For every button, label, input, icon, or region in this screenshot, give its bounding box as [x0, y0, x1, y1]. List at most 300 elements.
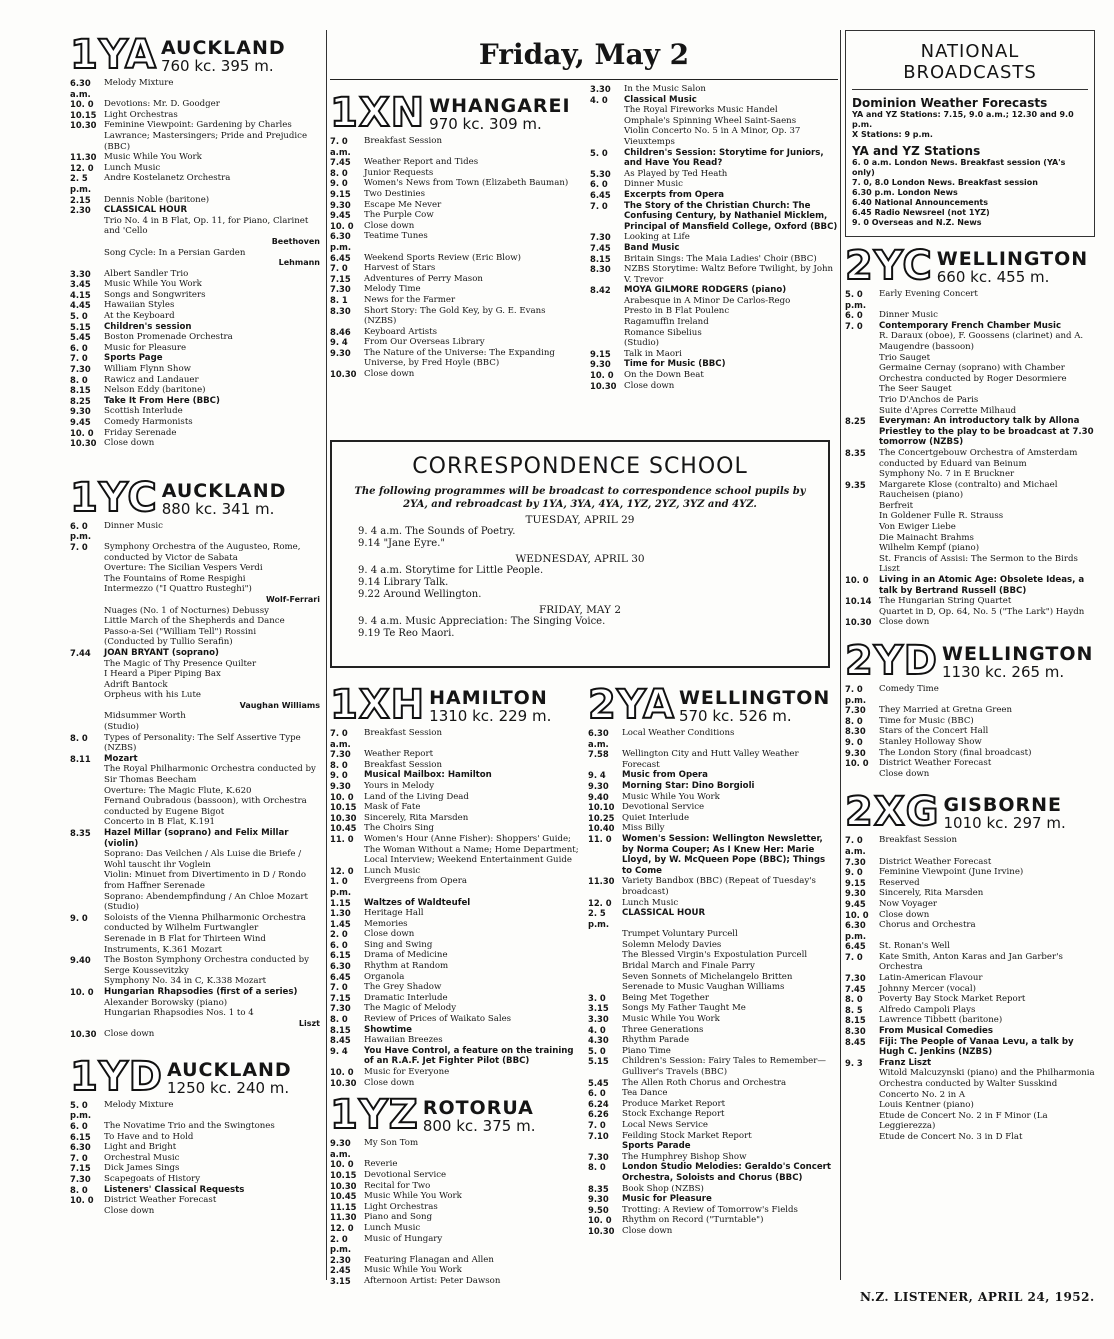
schedule-time	[845, 769, 879, 780]
schedule-row	[845, 1068, 1095, 1089]
station-name: GISBORNE	[943, 794, 1063, 817]
schedule-time	[70, 976, 104, 987]
schedule-time: 10.45	[330, 1191, 357, 1202]
schedule-programme: Lunch Music	[104, 162, 161, 173]
schedule-time	[588, 961, 622, 972]
schedule-programme: Local Weather Conditions	[622, 728, 735, 738]
schedule-time: 9. 4	[330, 337, 348, 348]
schedule-row	[845, 310, 1095, 321]
station-frequency: 1310 kc. 229 m.	[429, 707, 552, 725]
schedule-programme: Alexander Borowsky (piano)	[104, 997, 228, 1008]
national-broadcasts-box	[845, 30, 1095, 237]
schedule-time: 8.25	[845, 416, 866, 427]
schedule-time	[70, 659, 104, 670]
schedule-time: 7.30	[845, 856, 866, 867]
schedule-row	[588, 1003, 836, 1014]
schedule-row	[70, 648, 320, 659]
schedule-time: 8. 5	[845, 1004, 863, 1015]
callsign: 1YD	[70, 1053, 163, 1100]
schedule-programme: Etude de Concert No. 3 in D Flat	[879, 1131, 1023, 1142]
schedule-time: 8.15	[845, 1015, 866, 1026]
schedule-programme: Drama of Medicine	[364, 950, 448, 961]
schedule-row	[588, 834, 836, 876]
schedule-programme: Sincerely, Rita Marsden	[879, 888, 984, 899]
schedule-row	[845, 511, 1095, 522]
schedule-time: 8.11	[70, 753, 91, 764]
schedule-row	[70, 385, 320, 396]
schedule-time: 10. 0	[590, 370, 614, 381]
schedule-time: 5.15	[70, 321, 91, 332]
schedule-time: 3. 0	[588, 992, 606, 1003]
schedule-programme: The Allen Roth Chorus and Orchestra	[622, 1077, 787, 1088]
schedule-row	[845, 617, 1095, 628]
schedule-time	[588, 929, 622, 940]
schedule-row	[588, 1162, 836, 1183]
schedule-programme: (Studio)	[104, 902, 140, 913]
schedule-row	[70, 902, 320, 913]
schedule-row	[330, 178, 580, 189]
schedule-row	[845, 857, 1095, 868]
schedule-time: 8.35	[845, 447, 866, 458]
schedule-row	[70, 870, 320, 891]
schedule-row	[70, 163, 320, 174]
composer-name: Beethoven	[271, 236, 320, 246]
schedule-programme: Adventures of Perry Mason	[364, 273, 483, 284]
schedule-time: 12. 0	[330, 865, 354, 876]
schedule-time: 6.30 p.m.	[845, 920, 867, 941]
schedule-programme: Song Cycle: In a Persian Garden	[104, 247, 246, 258]
schedule-row	[70, 205, 320, 216]
schedule-time: 10.30	[845, 617, 872, 628]
schedule-programme: The Story of the Christian Church: The Confusing Century, by Nathaniel Micklem, Principal of Mansfield College, Oxford (BBC)	[624, 200, 838, 232]
schedule-programme: Music While You Work	[364, 1265, 462, 1276]
schedule-time	[845, 395, 879, 406]
schedule-row	[330, 348, 580, 369]
schedule-row	[845, 994, 1095, 1005]
schedule-time: 10. 0	[845, 575, 869, 586]
schedule-time: 8.45	[330, 1035, 351, 1046]
schedule-programme: Violin: Minuet from Divertimento in D / Rondo from Haffner Serenade	[104, 870, 307, 891]
schedule-time: 8. 0	[845, 715, 863, 726]
schedule-programme: Overture: The Magic Flute, K.620	[104, 785, 252, 796]
schedule-programme: Close down	[364, 369, 415, 380]
schedule-programme: Short Story: The Gold Key, by G. E. Evans (NZBS)	[364, 305, 546, 327]
schedule-time	[845, 363, 879, 384]
schedule-row	[590, 169, 838, 180]
schedule-programme: (Conducted by Tullio Serafin)	[104, 637, 233, 648]
schedule-row	[588, 940, 836, 951]
schedule-row	[70, 1163, 320, 1174]
schedule-time	[70, 563, 104, 574]
schedule-row	[330, 1191, 580, 1202]
column-2-lower-left	[330, 680, 580, 1287]
schedule-time: 7.30	[845, 705, 866, 716]
schedule-programme: Reserved	[879, 877, 920, 888]
schedule-programme: District Weather Forecast	[879, 758, 992, 769]
schedule-programme: Showtime	[364, 1024, 412, 1035]
schedule-row	[70, 563, 320, 574]
schedule-time	[70, 711, 104, 722]
callsign: 1XN	[330, 90, 426, 136]
schedule-time: 8.30	[845, 1026, 866, 1037]
schedule-row	[330, 866, 580, 877]
schedule-row	[845, 416, 1095, 448]
schedule-programme: Close down	[104, 1029, 155, 1040]
schedule-time: 7. 0	[590, 200, 608, 211]
schedule-time: 4. 0	[590, 94, 608, 105]
station-frequency: 800 kc. 375 m.	[422, 1117, 536, 1136]
schedule-time: 12. 0	[70, 162, 94, 173]
schedule-programme: Latin-American Flavour	[879, 973, 983, 984]
schedule-programme: Children's session	[104, 321, 192, 332]
schedule-programme: Two Destinies	[364, 188, 426, 199]
station-name: AUCKLAND	[161, 479, 287, 502]
correspondence-day-heading: WEDNESDAY, APRIL 30	[515, 553, 645, 565]
schedule-row	[330, 929, 580, 940]
schedule-programme: Serenade to Music Vaughan Williams	[622, 982, 785, 993]
schedule-row	[330, 1025, 580, 1036]
schedule-time: 7. 0 p.m.	[845, 684, 867, 705]
schedule-programme: Book Shop (NZBS)	[622, 1183, 704, 1194]
schedule-row	[330, 1138, 580, 1159]
schedule-programme: Symphony Orchestra of the Augusteo, Rome, conducted by Victor de Sabata	[104, 541, 301, 563]
column-1	[70, 30, 320, 1216]
schedule-programme: Music for Pleasure	[104, 342, 187, 353]
weather-line-1: YA and YZ Stations: 7.15, 9.0 a.m.; 12.30 and 9.0 p.m.	[852, 110, 1074, 129]
schedule-programme: Hazel Millar (soprano) and Felix Millar (violin)	[104, 828, 289, 849]
schedule-programme: Dinner Music	[879, 310, 938, 321]
schedule-row	[330, 1202, 580, 1213]
schedule-row	[845, 406, 1095, 417]
schedule-programme: Wilhelm Kempf (piano)	[879, 543, 980, 554]
schedule-programme: Local News Service	[622, 1119, 708, 1130]
schedule-time: 6. 0	[590, 179, 608, 190]
schedule-row	[588, 1078, 836, 1089]
column-3	[845, 30, 1095, 1143]
schedule-row	[330, 1234, 580, 1255]
schedule-time: 6.24	[588, 1098, 609, 1109]
schedule-time: 11.30	[70, 152, 97, 163]
schedule-row	[330, 1212, 580, 1223]
schedule-programme: Solemn Melody Davies	[622, 939, 722, 950]
schedule-programme: Louis Kentner (piano)	[879, 1100, 974, 1111]
schedule-row	[70, 216, 320, 237]
schedule-time	[590, 105, 624, 116]
schedule-row	[590, 306, 838, 317]
station-frequency: 970 kc. 309 m.	[429, 115, 542, 133]
schedule-time: 7.45	[590, 242, 611, 253]
schedule-row	[70, 173, 320, 194]
schedule-time: 4.15	[70, 289, 91, 300]
weather-subtitle: Dominion Weather Forecasts	[852, 96, 1048, 110]
schedule-row	[845, 384, 1095, 395]
schedule-programme: Chorus and Orchestra	[879, 920, 976, 931]
schedule-time: 11.30	[588, 876, 615, 887]
schedule-time: 10.30	[588, 1225, 615, 1236]
schedule-time: 9.30	[330, 347, 351, 358]
schedule-programme: Music for Pleasure	[622, 1194, 712, 1205]
schedule-programme: Stars of the Concert Hall	[879, 726, 989, 737]
schedule-programme: Britain Sings: The Maia Ladies' Choir (BBC)	[624, 253, 817, 264]
schedule-time: 10. 0	[330, 791, 354, 802]
schedule-row	[845, 353, 1095, 364]
schedule-row	[588, 823, 836, 834]
schedule-programme: Music While You Work	[104, 279, 202, 290]
schedule-time	[70, 574, 104, 585]
schedule-programme: Hawaiian Styles	[104, 300, 175, 311]
station-name: WELLINGTON	[936, 248, 1089, 270]
schedule-programme: Soprano: Abendempfindung / An Chloe Mozart	[104, 891, 308, 902]
schedule-row	[70, 542, 320, 563]
schedule-time	[70, 786, 104, 797]
column-2	[330, 30, 838, 391]
schedule-programme: Band Music	[624, 242, 680, 253]
schedule-programme: Mask of Fate	[364, 802, 421, 813]
schedule-time: 7.15	[70, 1163, 91, 1174]
schedule-programme: Breakfast Session	[879, 835, 957, 846]
schedule-time: 8. 0	[70, 374, 88, 385]
schedule-row	[330, 781, 580, 792]
schedule-time	[845, 1068, 879, 1089]
schedule-programme: Devotional Service	[364, 1169, 447, 1180]
correspondence-item: 9.14 Library Talk.	[358, 577, 449, 588]
schedule-programme: Time for Music (BBC)	[879, 715, 974, 726]
schedule-row	[590, 317, 838, 328]
schedule-programme: District Weather Forecast	[104, 1195, 217, 1206]
schedule-programme: Types of Personality: The Self Assertive Type (NZBS)	[104, 732, 301, 754]
schedule-programme: Contemporary French Chamber Music	[879, 320, 1062, 331]
schedule-programme: Hawaiian Breezes	[364, 1035, 443, 1046]
schedule-time: 10.15	[70, 109, 97, 120]
schedule-time	[70, 764, 104, 785]
schedule-programme: The Hungarian String Quartet	[879, 596, 1012, 607]
callsign: 2YD	[845, 638, 938, 684]
schedule-row	[845, 952, 1095, 973]
schedule-row	[330, 1276, 580, 1287]
schedule-row	[70, 1142, 320, 1153]
schedule-row	[70, 754, 320, 765]
schedule-programme: Alfredo Campoli Plays	[879, 1004, 976, 1015]
schedule-time: 7.30	[845, 973, 866, 984]
schedule-time: 10.15	[330, 1169, 357, 1180]
schedule-programme: Trio No. 4 in B Flat, Op. 11, for Piano, Clarinet and 'Cello	[104, 215, 309, 237]
schedule-programme: Little March of the Shepherds and Dance	[104, 616, 285, 627]
schedule-time	[70, 637, 104, 648]
schedule-programme: Passo-a-Sei ("William Tell") Rossini	[104, 626, 257, 637]
schedule-programme: Breakfast Session	[364, 136, 442, 146]
schedule-row	[330, 1255, 580, 1266]
schedule-time: 5.30	[590, 168, 611, 179]
station-frequency: 570 kc. 526 m.	[678, 707, 792, 725]
schedule-time: 1.45	[330, 918, 351, 929]
schedule-programme: CLASSICAL HOUR	[622, 908, 706, 919]
schedule-row	[590, 243, 838, 254]
station-header-1yc	[70, 474, 320, 521]
column-rule-right	[840, 30, 841, 1280]
schedule-time	[70, 680, 104, 691]
schedule-row	[70, 659, 320, 670]
schedule-time: 3.30	[70, 268, 91, 279]
schedule-time: 6.26	[588, 1109, 609, 1120]
schedule-programme: Close down	[879, 909, 930, 920]
schedule-programme: Heritage Hall	[364, 908, 424, 919]
schedule-programme: Friday Serenade	[104, 427, 177, 438]
national-row: 9. 0 Overseas and N.Z. News	[852, 218, 982, 227]
schedule-row	[590, 285, 838, 296]
correspondence-item: 9.22 Around Wellington.	[358, 589, 482, 600]
composer-credit	[70, 237, 320, 248]
schedule-row	[845, 1100, 1095, 1111]
schedule-programme: Close down	[364, 929, 415, 940]
schedule-row	[590, 359, 838, 370]
schedule-time: 9.30	[330, 199, 351, 210]
schedule-programme: Suite d'Apres Corrette Milhaud	[879, 405, 1017, 416]
callsign: 2XG	[845, 789, 940, 836]
schedule-row	[588, 813, 836, 824]
schedule-time: 10.40	[588, 823, 615, 834]
schedule-row	[330, 210, 580, 221]
schedule-programme: (Studio)	[624, 338, 660, 349]
schedule-programme: Overture: The Sicilian Vespers Verdi	[104, 563, 263, 574]
schedule-programme: Memories	[364, 918, 408, 929]
schedule-time	[845, 331, 879, 352]
schedule-time: 9.30	[330, 780, 351, 791]
schedule-programme: Breakfast Session	[364, 728, 442, 738]
schedule-row	[330, 749, 580, 760]
callsign: 2YA	[588, 682, 675, 728]
schedule-row	[330, 295, 580, 306]
schedule-row	[70, 248, 320, 259]
schedule-row	[330, 972, 580, 983]
schedule-time: 6.45	[845, 941, 866, 952]
schedule-time	[845, 406, 879, 417]
schedule-time: 9.30	[588, 780, 609, 791]
schedule-programme: Tea Dance	[622, 1088, 668, 1099]
schedule-time: 1.15	[330, 897, 351, 908]
schedule-time	[845, 533, 879, 544]
schedule-row	[845, 289, 1095, 310]
schedule-row	[70, 976, 320, 987]
schedule-programme: Romance Sibelius	[624, 327, 702, 338]
schedule-time: 9.30	[845, 747, 866, 758]
schedule-row	[70, 913, 320, 934]
schedule-programme: Comedy Harmonists	[104, 417, 193, 427]
schedule-programme: Berfreit	[879, 500, 914, 511]
schedule-time	[845, 607, 879, 618]
schedule-programme: Children's Session: Storytime for Juniors, and Have You Read?	[624, 147, 824, 169]
schedule-row	[330, 1078, 580, 1089]
schedule-time: 8. 0	[330, 167, 348, 178]
schedule-row	[330, 940, 580, 951]
schedule-row	[588, 1056, 836, 1077]
schedule-programme: Concerto in B Flat, K.191	[104, 817, 216, 828]
schedule-row	[330, 898, 580, 909]
schedule-programme: CLASSICAL HOUR	[104, 205, 188, 216]
schedule-programme: JOAN BRYANT (soprano)	[104, 647, 219, 658]
schedule-time: 7. 0	[845, 951, 863, 962]
schedule-1yd	[70, 1100, 320, 1217]
schedule-time: 7.15	[330, 273, 351, 284]
schedule-time: 8.15	[70, 385, 91, 396]
schedule-programme: Musical Mailbox: Hamilton	[364, 770, 492, 781]
schedule-row	[70, 396, 320, 407]
schedule-row	[330, 760, 580, 771]
schedule-row	[70, 786, 320, 797]
schedule-row	[70, 1195, 320, 1206]
schedule-programme: Music from Opera	[622, 770, 708, 781]
schedule-time: 8. 0	[70, 732, 88, 743]
schedule-row	[588, 1215, 836, 1226]
schedule-row	[845, 941, 1095, 952]
composer-name: Vaughan Williams	[239, 700, 320, 710]
schedule-row	[330, 306, 580, 327]
schedule-time: 11.30	[330, 1212, 357, 1223]
schedule-programme: Now Voyager	[879, 898, 938, 909]
schedule-time	[70, 1008, 104, 1019]
national-title: NATIONAL BROADCASTS	[852, 31, 1088, 90]
schedule-row	[588, 908, 836, 929]
schedule-row	[588, 1131, 836, 1142]
schedule-time: 9.30 a.m.	[330, 1138, 351, 1159]
schedule-programme: Take It From Here (BBC)	[104, 395, 220, 406]
schedule-programme: Trotting: A Review of Tomorrow's Fields	[622, 1204, 798, 1215]
schedule-programme: Songs and Songwriters	[104, 289, 206, 300]
schedule-programme: The Concertgebouw Orchestra of Amsterdam conducted by Eduard van Beinum	[879, 447, 1078, 469]
schedule-time	[70, 849, 104, 870]
schedule-programme: In the Music Salon	[624, 84, 706, 94]
station-header-2yc	[845, 243, 1095, 289]
schedule-time: 6. 0	[70, 1121, 88, 1132]
schedule-programme: Hungarian Rhapsodies (first of a series)	[104, 986, 298, 997]
schedule-row	[845, 331, 1095, 352]
schedule-2yc	[845, 289, 1095, 628]
schedule-time: 7.30	[330, 284, 351, 295]
schedule-programme: Feilding Stock Market Report	[622, 1130, 752, 1141]
schedule-row	[845, 748, 1095, 759]
schedule-programme: Quiet Interlude	[622, 812, 690, 823]
station-header-2xg	[845, 789, 1095, 836]
schedule-time: 6.30 a.m.	[588, 728, 609, 749]
schedule-programme: Lunch Music	[364, 1222, 421, 1233]
schedule-row	[590, 370, 838, 381]
schedule-time: 3.30	[588, 1014, 609, 1025]
schedule-programme: London Studio Melodies: Geraldo's Concert Orchestra, Soloists and Chorus (BBC)	[622, 1162, 832, 1183]
schedule-row	[70, 152, 320, 163]
schedule-time: 7.30	[70, 1174, 91, 1185]
schedule-time: 9.15	[590, 348, 611, 359]
schedule-programme: Time for Music (BBC)	[624, 359, 726, 370]
schedule-time: 9.30	[845, 888, 866, 899]
schedule-row	[70, 300, 320, 311]
schedule-programme: Yours in Melody	[364, 780, 435, 791]
schedule-time	[845, 469, 879, 480]
schedule-programme: Wellington City and Hutt Valley Weather Forecast	[622, 749, 799, 770]
schedule-programme: Stock Exchange Report	[622, 1109, 725, 1120]
schedule-row	[588, 898, 836, 909]
schedule-time: 10. 0	[330, 220, 354, 231]
schedule-row	[590, 328, 838, 339]
schedule-programme: I Heard a Piper Piping Bax	[104, 669, 221, 680]
schedule-time: 6.30	[70, 1142, 91, 1153]
schedule-time: 7. 0 a.m.	[330, 728, 351, 749]
schedule-row	[845, 878, 1095, 889]
schedule-time: 12. 0	[588, 897, 612, 908]
schedule-time: 9.45	[70, 417, 91, 427]
schedule-row	[588, 802, 836, 813]
schedule-time: 2.30	[330, 1254, 351, 1265]
schedule-time: 10.25	[588, 812, 615, 823]
ya-yz-subtitle: YA and YZ Stations	[852, 144, 981, 158]
